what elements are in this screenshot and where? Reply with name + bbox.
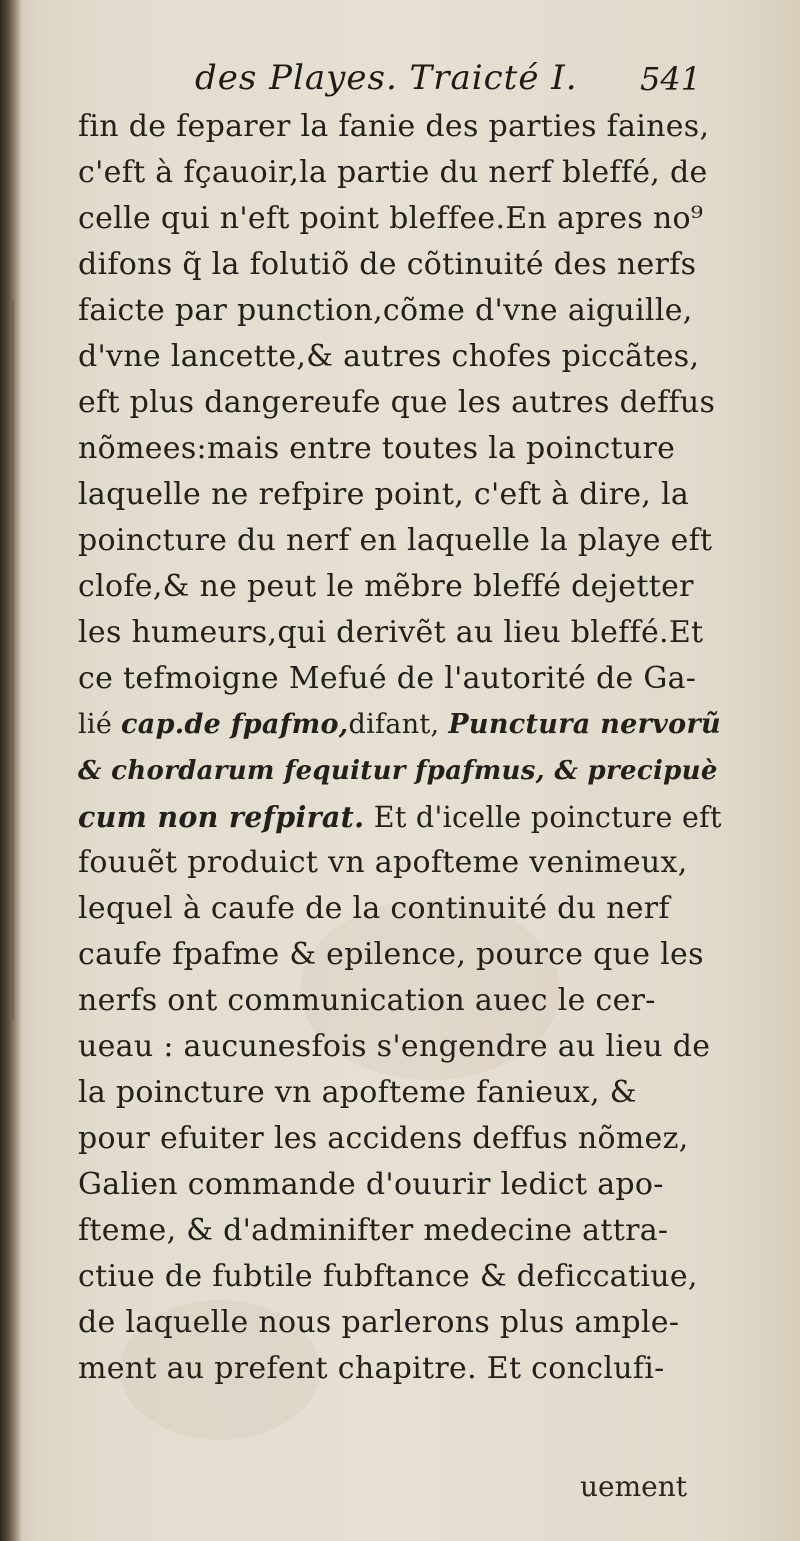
line-text: celle qui n'eft point bleffee.En apres no⁹ [78,201,704,236]
text-line [78,518,728,564]
line-text: difons q̃ la folutiõ de cõtinuité des nerfs [78,247,697,282]
text-line [78,932,728,978]
text-line [78,242,728,288]
page-header [0,58,800,106]
body-text [78,104,728,1392]
line-text: fin de feparer la fanie des parties faines, [78,109,710,144]
text-line [78,472,728,518]
line-text: pour efuiter les accidens deffus nõmez, [78,1121,689,1156]
text-line [78,794,728,840]
italic-latin-text: cum non refpirat. [78,800,365,834]
text-line [78,288,728,334]
line-text: nõmees:mais entre toutes la poincture [78,431,676,466]
text-line [78,1024,728,1070]
text-line [78,380,728,426]
line-text: c'eft à fçauoir,la partie du nerf bleffé, de [78,155,708,190]
line-text: fteme, & d'adminifter medecine attra- [78,1213,669,1248]
text-line [78,196,728,242]
text-line [78,1254,728,1300]
line-text: ment au prefent chapitre. Et conclufi- [78,1351,665,1386]
italic-latin-text: Punctura nervorũ [448,709,721,740]
line-text: caufe fpafme & epilence, pource que les [78,937,704,972]
line-text: la poincture vn apofteme fanieux, & [78,1075,637,1110]
line-text: Et d'icelle poincture eft [364,801,722,834]
line-text: de laquelle nous parlerons plus ample- [78,1305,680,1340]
binding-gutter [0,0,22,1541]
line-text: fouuẽt produict vn apofteme venimeux, [78,845,688,880]
page-number: 541 [640,60,702,98]
text-line [78,978,728,1024]
text-line [78,1116,728,1162]
line-text: difant, [348,709,449,740]
text-line [78,1162,728,1208]
text-line [78,610,728,656]
gutter-shadow [12,300,14,1020]
text-line [78,1070,728,1116]
text-line [78,426,728,472]
italic-latin-text: & chordarum fequitur fpafmus, & precipuè [78,756,718,786]
line-text: ueau : aucunesfois s'engendre au lieu de [78,1029,711,1064]
text-line [78,702,728,748]
text-line [78,1300,728,1346]
line-text: faicte par punction,cõme d'vne aiguille, [78,293,693,328]
line-text: ce tefmoigne Mefué de l'autorité de Ga- [78,661,697,696]
catchword: uement [580,1470,688,1503]
line-text: ctiue de fubtile fubftance & deficcatiue, [78,1259,698,1294]
line-text: laquelle ne refpire point, c'eft à dire, la [78,477,690,512]
line-text: eft plus dangereufe que les autres deffus [78,385,716,420]
text-line [78,886,728,932]
line-text: poincture du nerf en laquelle la playe eft [78,523,713,558]
running-head: des Playes. Traicté I. [195,58,578,98]
line-text: d'vne lancette,& autres chofes piccãtes, [78,339,700,374]
line-text: clofe,& ne peut le mẽbre bleffé dejetter [78,569,694,604]
italic-latin-text: cap.de fpafmo, [121,709,349,740]
line-text: nerfs ont communication auec le cer- [78,983,656,1018]
line-text: Galien commande d'ouurir ledict apo- [78,1167,664,1202]
text-line [78,1346,728,1392]
text-line [78,1208,728,1254]
line-text: lié [78,709,122,740]
line-text: lequel à caufe de la continuité du nerf [78,891,670,926]
text-line [78,150,728,196]
text-line [78,840,728,886]
text-line [78,748,728,794]
text-line [78,564,728,610]
text-line [78,104,728,150]
line-text: les humeurs,qui derivẽt au lieu bleffé.Et [78,615,704,650]
text-line [78,656,728,702]
text-line [78,334,728,380]
